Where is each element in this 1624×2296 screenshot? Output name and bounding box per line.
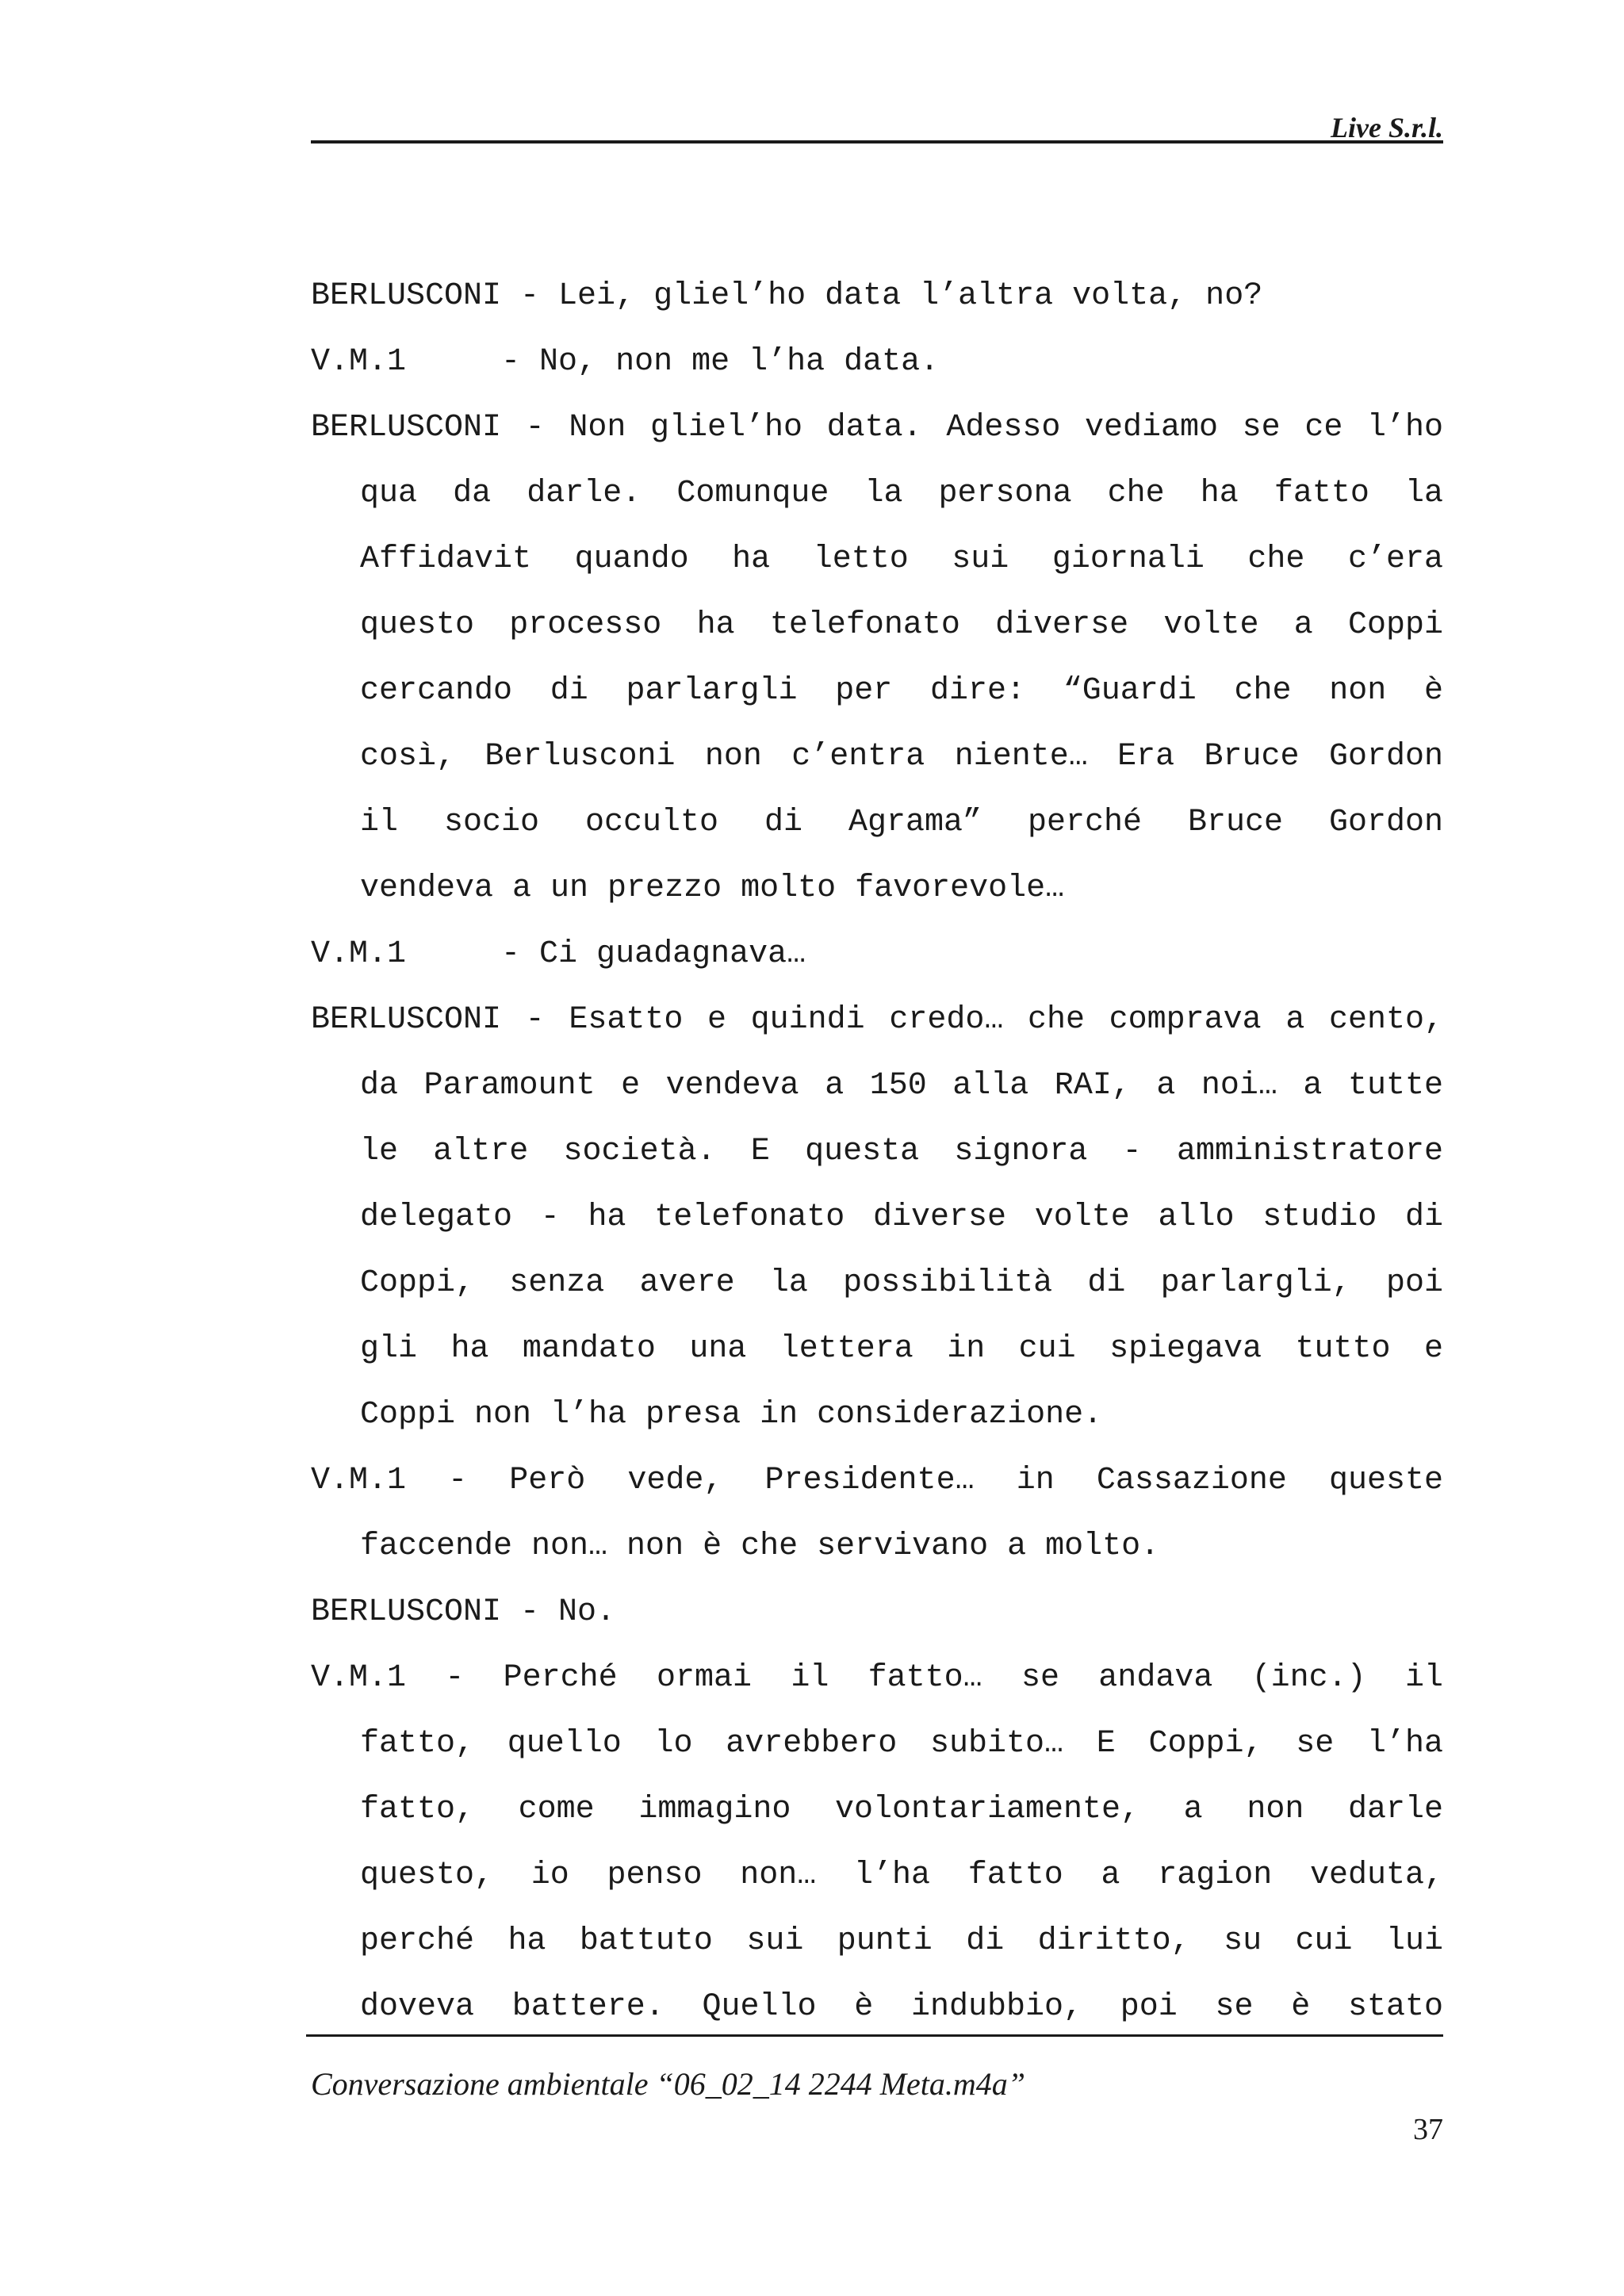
transcript-line: cercando di parlargli per dire: “Guardi che non è (360, 673, 1443, 709)
transcript-line: qua da darle. Comunque la persona che ha fatto la (360, 476, 1443, 511)
transcript-line: perché ha battuto sui punti di diritto, su cui lui (360, 1923, 1443, 1959)
transcript-line: da Paramount e vendeva a 150 alla RAI, a noi… a tutte (360, 1068, 1443, 1104)
transcript-line: V.M.1 - Però vede, Presidente… in Cassazione queste (311, 1463, 1443, 1498)
transcript-line: BERLUSCONI - Esatto e quindi credo… che comprava a cento, (311, 1002, 1443, 1038)
transcript-line: doveva battere. Quello è indubbio, poi se è stato (360, 1989, 1443, 2025)
header-rule (311, 140, 1443, 144)
transcript-line: gli ha mandato una lettera in cui spiegava tutto e (360, 1331, 1443, 1367)
transcript-line: BERLUSCONI - Non gliel’ho data. Adesso vediamo se ce l’ho (311, 410, 1443, 446)
transcript-line: Coppi, senza avere la possibilità di parlargli, poi (360, 1265, 1443, 1301)
transcript-line: il socio occulto di Agrama” perché Bruce Gordon (360, 805, 1443, 840)
transcript-line: questo, io penso non… l’ha fatto a ragion veduta, (360, 1858, 1443, 1893)
transcript-line: V.M.1 - No, non me l’ha data. (311, 344, 940, 380)
header-title: Live S.r.l. (1331, 112, 1443, 144)
transcript-line: Affidavit quando ha letto sui giornali che c’era (360, 541, 1443, 577)
footer-rule (306, 2034, 1443, 2037)
transcript-line: questo processo ha telefonato diverse volte a Coppi (360, 607, 1443, 643)
transcript-line: fatto, come immagino volontariamente, a non darle (360, 1792, 1443, 1827)
footer-caption: Conversazione ambientale “06_02_14 2244 Meta.m4a” (311, 2066, 1026, 2102)
transcript-line: BERLUSCONI - No. (311, 1594, 616, 1630)
transcript-line: V.M.1 - Perché ormai il fatto… se andava (inc.) il (311, 1660, 1443, 1696)
transcript-line: vendeva a un prezzo molto favorevole… (360, 871, 1065, 906)
transcript-line: V.M.1 - Ci guadagnava… (311, 936, 806, 972)
transcript-line: faccende non… non è che servivano a molto. (360, 1529, 1160, 1564)
transcript-line: BERLUSCONI - Lei, gliel’ho data l’altra volta, no? (311, 278, 1263, 314)
transcript-line: le altre società. E questa signora - amministratore (360, 1134, 1443, 1169)
transcript-body (311, 263, 1443, 2040)
transcript-line: Coppi non l’ha presa in considerazione. (360, 1397, 1103, 1433)
page-number: 37 (1413, 2113, 1443, 2146)
transcript-line: delegato - ha telefonato diverse volte allo studio di (360, 1200, 1443, 1235)
transcript-line: fatto, quello lo avrebbero subito… E Coppi, se l’ha (360, 1726, 1443, 1762)
transcript-line: così, Berlusconi non c’entra niente… Era Bruce Gordon (360, 739, 1443, 775)
